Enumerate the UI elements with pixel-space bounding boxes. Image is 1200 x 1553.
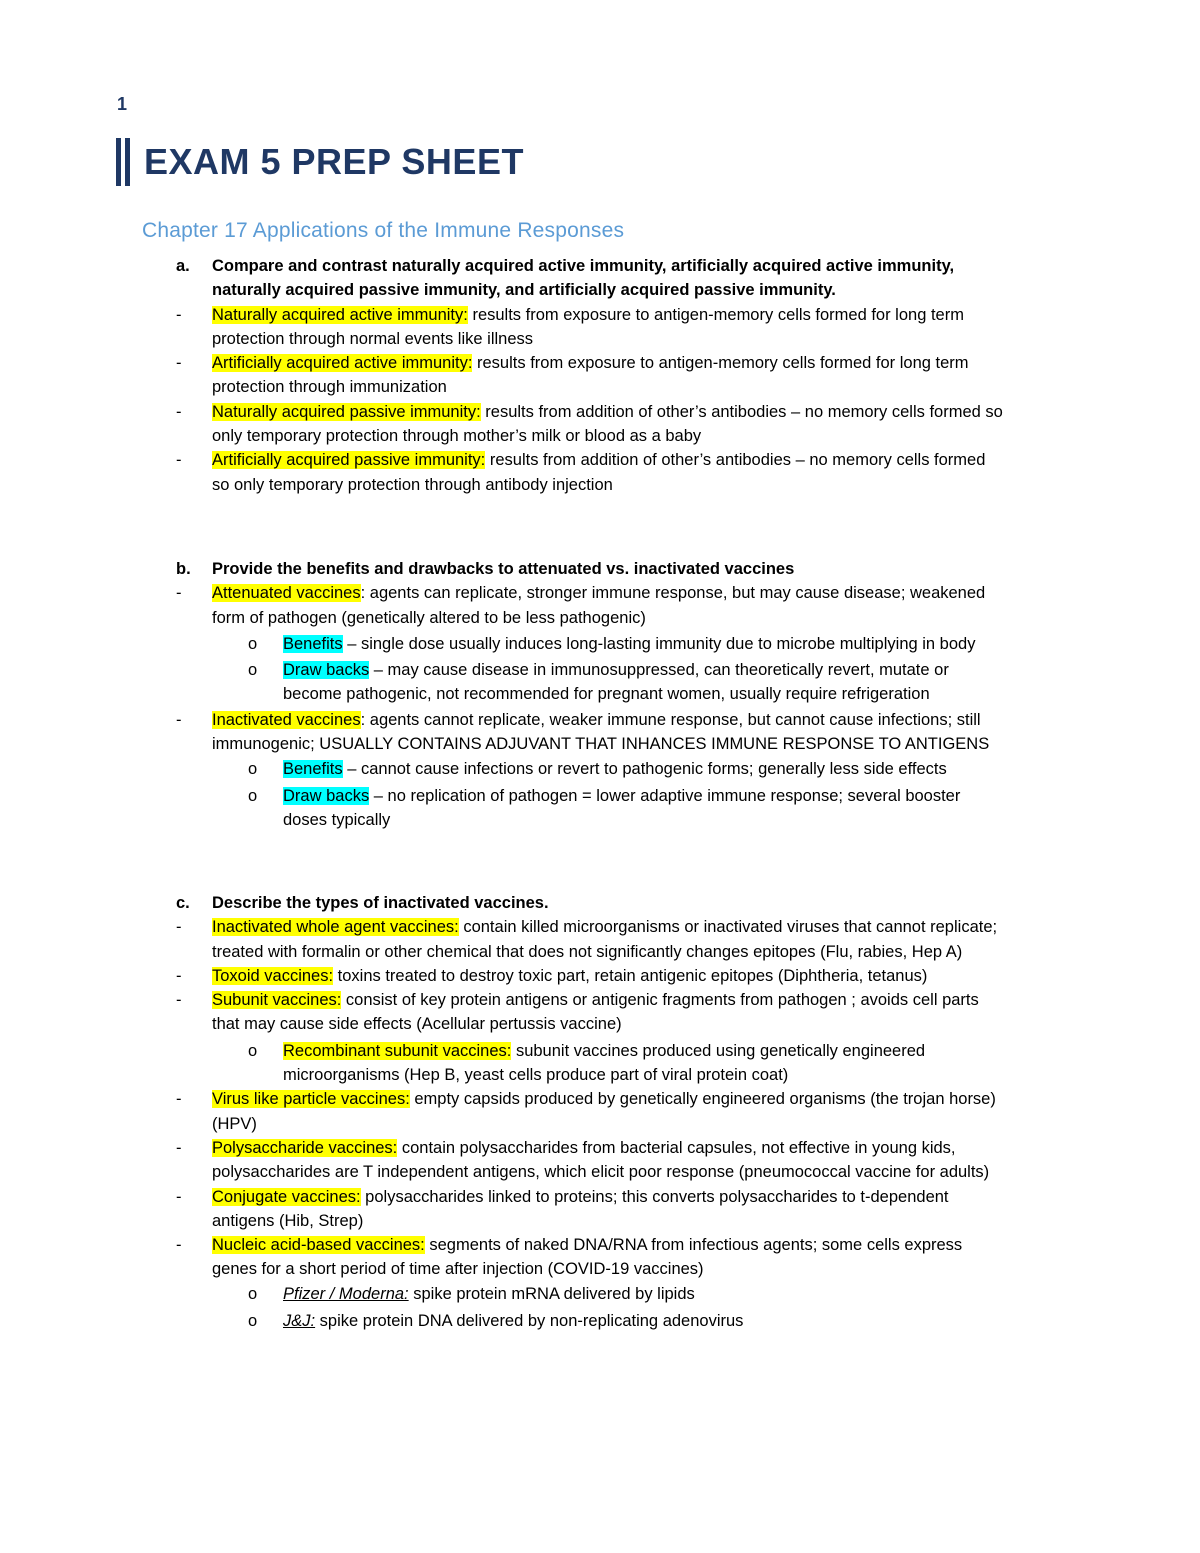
- highlighted-term: Benefits: [283, 634, 343, 653]
- dash-bullet: -: [176, 402, 182, 421]
- circle-bullet: o: [248, 1041, 258, 1060]
- list-item: - Artificially acquired active immunity: results from exposure to antigen-memory cells formed for long term protection through immunization: [0, 351, 1200, 400]
- question-text: Describe the types of inactivated vaccines.: [212, 894, 549, 912]
- highlighted-term: Draw backs: [283, 786, 370, 805]
- list-item: - Artificially acquired passive immunity: results from addition of other’s antibodies – no memory cells formed so only temporary protection through antibody injection: [0, 448, 1200, 497]
- question-b: [0, 557, 1200, 581]
- question-text: Compare and contrast naturally acquired active immunity, artificially acquired active immunity, naturally acquired passive immunity, and artificially acquired passive immunity.: [212, 257, 955, 300]
- highlighted-term: Benefits: [283, 760, 343, 779]
- section-c: [0, 891, 1200, 1333]
- circle-bullet: o: [248, 661, 258, 680]
- dash-bullet: -: [176, 710, 182, 729]
- list-item: - Virus like particle vaccines: empty capsids produced by genetically engineered organisms (the trojan horse) (HPV): [0, 1087, 1200, 1136]
- underlined-term: Pfizer / Moderna:: [283, 1284, 409, 1303]
- highlighted-term: Naturally acquired passive immunity:: [212, 402, 481, 421]
- highlighted-term: Artificially acquired passive immunity:: [212, 451, 486, 470]
- sub-list-item: o Draw backs – may cause disease in immunosuppressed, can theoretically revert, mutate or become pathogenic, not recommended for pregnant women, usually require refrigeration: [0, 658, 1200, 707]
- list-item: - Naturally acquired active immunity: results from exposure to antigen-memory cells formed for long term protection through normal events like illness: [0, 303, 1200, 352]
- title-bar-left: [116, 138, 121, 186]
- sub-list-item: o Benefits – single dose usually induces long-lasting immunity due to microbe multiplying in body: [0, 632, 1200, 656]
- highlighted-term: Naturally acquired active immunity:: [212, 305, 468, 324]
- highlighted-term: Conjugate vaccines:: [212, 1187, 361, 1206]
- highlighted-term: Polysaccharide vaccines:: [212, 1138, 398, 1157]
- highlighted-term: Inactivated whole agent vaccines:: [212, 918, 459, 937]
- circle-bullet: o: [248, 760, 258, 779]
- list-item: - Nucleic acid-based vaccines: segments of naked DNA/RNA from infectious agents; some cells express genes for a short period of time after injection (COVID-19 vaccines): [0, 1233, 1200, 1282]
- dash-bullet: -: [176, 918, 182, 937]
- list-item: - Subunit vaccines: consist of key protein antigens or antigenic fragments from pathogen ; avoids cell parts that may cause side effects (Acellular pertussis vaccine): [0, 988, 1200, 1037]
- list-item: - Inactivated vaccines: agents cannot replicate, weaker immune response, but cannot cause infections; still immunogenic; USUALLY CONTAINS ADJUVANT THAT INHANCES IMMUNE RESPONSE TO ANTIGENS: [0, 708, 1200, 757]
- highlighted-term: Toxoid vaccines:: [212, 966, 334, 985]
- highlighted-term: Virus like particle vaccines:: [212, 1090, 410, 1109]
- page-number: 1: [117, 94, 128, 114]
- sub-list-item: o J&J: spike protein DNA delivered by non-replicating adenovirus: [0, 1309, 1200, 1333]
- highlighted-term: Draw backs: [283, 661, 370, 680]
- list-item: - Naturally acquired passive immunity: results from addition of other’s antibodies – no memory cells formed so only temporary protection through mother’s milk or blood as a baby: [0, 400, 1200, 449]
- section-marker: c.: [176, 894, 190, 912]
- list-item: - Conjugate vaccines: polysaccharides linked to proteins; this converts polysaccharides to t-dependent antigens (Hib, Strep): [0, 1185, 1200, 1234]
- sub-list-item: o Recombinant subunit vaccines: subunit vaccines produced using genetically engineered microorganisms (Hep B, yeast cells produce part of viral protein coat): [0, 1039, 1200, 1088]
- dash-bullet: -: [176, 451, 182, 470]
- dash-bullet: -: [176, 1138, 182, 1157]
- dash-bullet: -: [176, 966, 182, 985]
- highlighted-term: Attenuated vaccines: [212, 584, 361, 603]
- highlighted-term: Artificially acquired active immunity:: [212, 354, 473, 373]
- dash-bullet: -: [176, 991, 182, 1010]
- section-marker: a.: [176, 257, 190, 275]
- dash-bullet: -: [176, 354, 182, 373]
- circle-bullet: o: [248, 786, 258, 805]
- title-bar-right: [125, 138, 130, 186]
- section-marker: b.: [176, 560, 191, 578]
- section-b: [0, 557, 1200, 832]
- list-item: - Attenuated vaccines: agents can replicate, stronger immune response, but may cause disease; weakened form of pathogen (genetically altered to be less pathogenic): [0, 581, 1200, 630]
- highlighted-term: Nucleic acid-based vaccines:: [212, 1236, 425, 1255]
- list-item: - Toxoid vaccines: toxins treated to destroy toxic part, retain antigenic epitopes (Diphtheria, tetanus): [0, 964, 1200, 988]
- highlighted-term: Recombinant subunit vaccines:: [283, 1041, 512, 1060]
- question-a: [0, 254, 1200, 303]
- underlined-term: J&J:: [283, 1312, 316, 1331]
- list-item: - Polysaccharide vaccines: contain polysaccharides from bacterial capsules, not effective in young kids, polysaccharides are T independent antigens, which elicit poor response (pneumococcal vaccine for adults): [0, 1136, 1200, 1185]
- sub-list-item: o Pfizer / Moderna: spike protein mRNA delivered by lipids: [0, 1282, 1200, 1306]
- question-text: Provide the benefits and drawbacks to attenuated vs. inactivated vaccines: [212, 560, 795, 578]
- dash-bullet: -: [176, 1187, 182, 1206]
- highlighted-term: Subunit vaccines:: [212, 991, 342, 1010]
- circle-bullet: o: [248, 634, 258, 653]
- circle-bullet: o: [248, 1312, 258, 1331]
- dash-bullet: -: [176, 1236, 182, 1255]
- dash-bullet: -: [176, 305, 182, 324]
- section-a: [0, 254, 1200, 497]
- highlighted-term: Inactivated vaccines: [212, 710, 361, 729]
- dash-bullet: -: [176, 1090, 182, 1109]
- dash-bullet: -: [176, 584, 182, 603]
- title-block: [116, 137, 524, 187]
- circle-bullet: o: [248, 1284, 258, 1303]
- sub-list-item: o Benefits – cannot cause infections or revert to pathogenic forms; generally less side effects: [0, 757, 1200, 781]
- question-c: [0, 891, 1200, 915]
- list-item: - Inactivated whole agent vaccines: contain killed microorganisms or inactivated viruses that cannot replicate; treated with formalin or other chemical that does not significantly changes epitopes (Flu, rabies, Hep A): [0, 915, 1200, 964]
- page-title: EXAM 5 PREP SHEET: [144, 141, 524, 182]
- chapter-heading: Chapter 17 Applications of the Immune Responses: [142, 219, 625, 242]
- sub-list-item: o Draw backs – no replication of pathogen = lower adaptive immune response; several booster doses typically: [0, 784, 1200, 833]
